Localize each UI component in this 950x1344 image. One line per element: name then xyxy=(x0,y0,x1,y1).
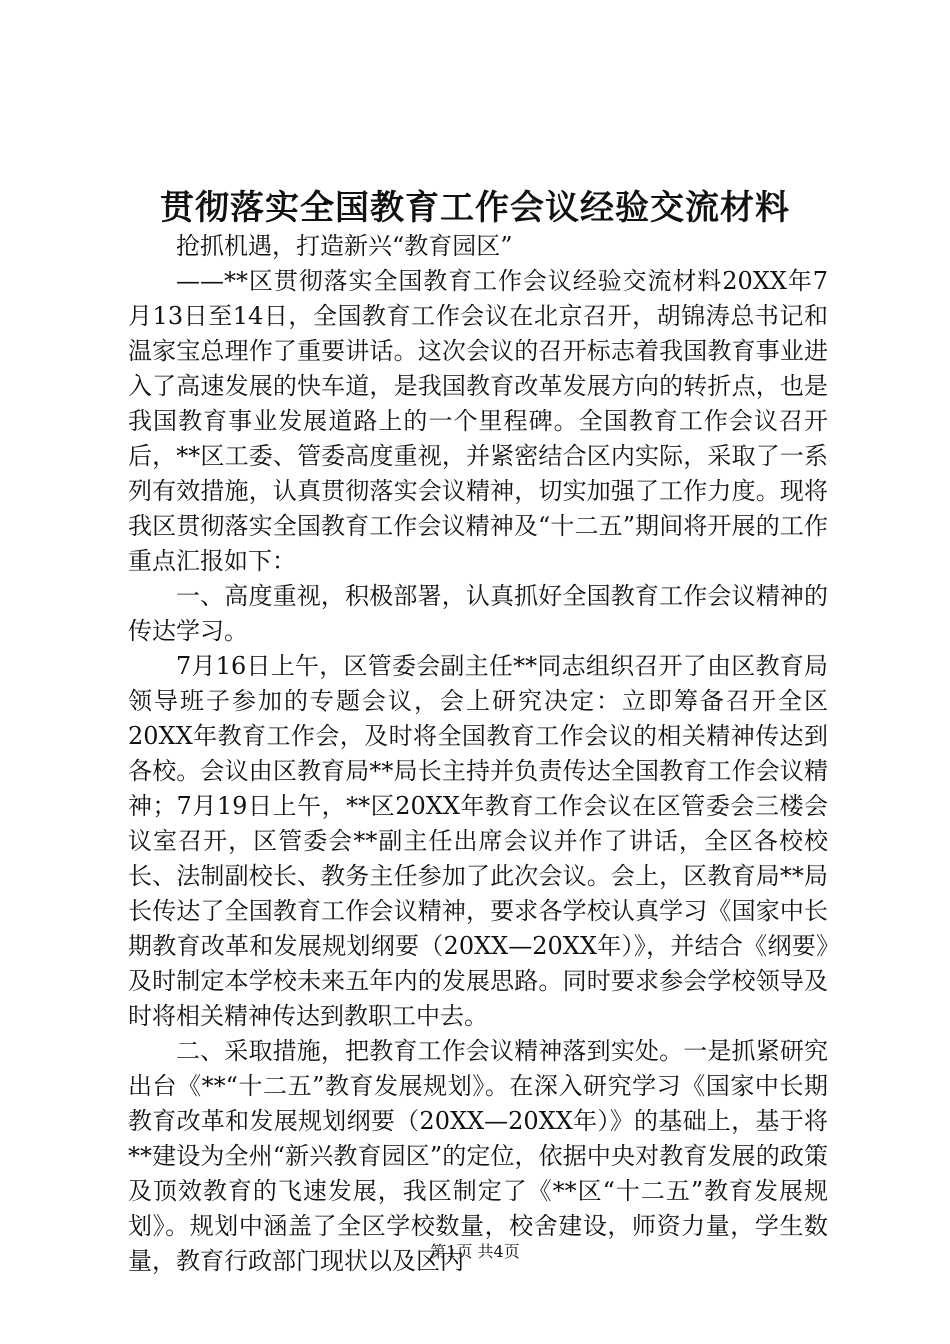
body-paragraph: 7月16日上午，区管委会副主任**同志组织召开了由区教育局领导班子参加的专题会议，会上研究决定：立即筹备召开全区20XX年教育工作会，及时将全国教育工作会议的相关精神传达到各校。会议由区教育局**局长主持并负责传达全国教育工作会议精神；7月19日上午，**区20XX年教育工作会议在区管委会三楼会议室召开，区管委会**副主任出席会议并作了讲话，全区各校校长、法制副校长、教务主任参加了此次会议。会上，区教育局**局长传达了全国教育工作会议精神，要求各学校认真学习《国家中长期教育改革和发展规划纲要（20XX—20XX年）》，并结合《纲要》及时制定本学校未来五年内的发展思路。同时要求参会学校领导及时将相关精神传达到教职工中去。 xyxy=(128,652,828,1030)
section-heading-paragraph: 一、高度重视，积极部署，认真抓好全国教育工作会议精神的传达学习。 xyxy=(128,582,828,645)
body-paragraph: ——**区贯彻落实全国教育工作会议经验交流材料20XX年7月13日至14日，全国教育工作会议在北京召开，胡锦涛总书记和温家宝总理作了重要讲话。这次会议的召开标志着我国教育事业进入了高速发展的快车道，是我国教育改革发展方向的转折点，也是我国教育事业发展道路上的一个里程碑。全国教育工作会议召开后，**区工委、管委高度重视，并紧密结合区内实际，采取了一系列有效措施，认真贯彻落实会议精神，切实加强了工作力度。现将我区贯彻落实全国教育工作会议精神及“十二五”期间将开展的工作重点汇报如下： xyxy=(128,267,828,575)
document-title: 贯彻落实全国教育工作会议经验交流材料 xyxy=(160,188,790,228)
section-heading-paragraph: 二、采取措施，把教育工作会议精神落到实处。一是抓紧研究出台《**“十二五”教育发展规划》。在深入研究学习《国家中长期教育改革和发展规划纲要（20XX—20XX年）》的基础上，基于将**建设为全州“新兴教育园区”的定位，依据中央对教育发展的政策及顶效教育的飞速发展，我区制定了《**区“十二五”教育发展规划》。规划中涵盖了全区学校数量，校舍建设，师资力量，学生数量，教育行政部门现状以及区内 xyxy=(128,1037,828,1275)
subtitle-paragraph: 抢抓机遇，打造新兴“教育园区” xyxy=(176,232,513,260)
document-body xyxy=(128,229,828,1279)
page-footer: 第1页 共4页 xyxy=(430,1242,520,1261)
